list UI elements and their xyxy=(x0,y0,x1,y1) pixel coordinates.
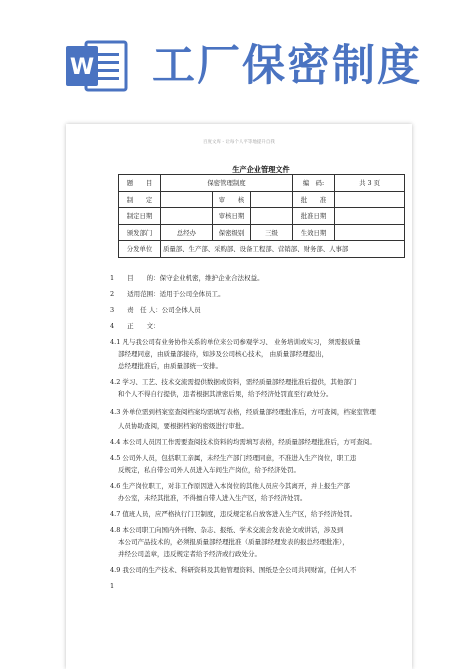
table-cell: 质量部、生产部、采购部、设备工程部、营销部、财务部、人事部 xyxy=(161,241,405,258)
body-line: 2 适用范围：适用于公司全体员工。 xyxy=(110,290,225,298)
header-note: 百度文库 - 让每个人平等地提升自我 xyxy=(203,140,275,145)
document-info-table xyxy=(118,174,405,258)
table-cell xyxy=(161,191,213,208)
table-row xyxy=(119,191,405,208)
form-title: 生产企业管理文件 xyxy=(232,165,290,174)
table-cell: 编 码: xyxy=(293,175,335,192)
banner xyxy=(0,0,474,112)
table-cell xyxy=(335,224,405,241)
body-line: 4.1 凡与我公司有业务协作关系的单位来公司参观学习、 业务培训或实习， 须需报质量 xyxy=(110,338,361,346)
body-line: 3 责 任 人：公司全体人员 xyxy=(110,306,201,314)
table-cell xyxy=(251,208,293,225)
body-line: 本公司产品技术的，必须报质量部经理批准（质量部经理发表的报总经理批准）， xyxy=(118,538,349,546)
word-document-icon xyxy=(66,40,128,92)
document-page xyxy=(66,124,412,669)
table-cell: 三级 xyxy=(251,224,293,241)
body-line: 人员协助查阅，要根据档案的密级进行审批。 xyxy=(118,422,248,430)
body-line: 部经理同意，由质量部接待，如涉及公司核心技术， 由质量部经理提出， xyxy=(118,350,329,358)
table-row xyxy=(119,175,405,192)
table-cell xyxy=(251,191,293,208)
table-row xyxy=(119,241,405,258)
table-cell: 保密管理制度 xyxy=(161,175,293,192)
body-line: 4.5 公司外人员，包括职工亲属，未经生产部门经理同意，不准进入生产岗位，职工违 xyxy=(110,454,357,462)
body-line: 总经理批准后，由质量部统一安排。 xyxy=(118,362,222,370)
body-line: 4.7 值班人员，应严格执行门卫制度，违反规定私自放客进入生产区，给予经济处罚。 xyxy=(110,510,357,518)
table-cell xyxy=(335,208,405,225)
table-cell: 批 准 xyxy=(293,191,335,208)
table-cell: 颁发部门 xyxy=(119,224,161,241)
page-title: 工厂保密制度 xyxy=(152,41,422,91)
table-cell xyxy=(161,208,213,225)
body-line: 并经公司盖章，违反规定者给予经济或行政处分。 xyxy=(118,550,261,558)
page-number: 1 xyxy=(110,582,115,590)
table-cell xyxy=(335,191,405,208)
body-line: 反规定，私自带公司外人员进入车间生产岗位，给予经济处罚。 xyxy=(118,466,300,474)
table-row xyxy=(119,208,405,225)
body-line: 办公室，未经其批准，不得擅自带人进入生产区，给予经济处罚。 xyxy=(118,494,307,502)
body-line: 1 目 的：保守企业机密，维护企业合法权益。 xyxy=(110,274,264,282)
body-line: 4.6 生产岗位职工，对非工作原因进入本岗位的其他人员应今其离开，并上报生产部 xyxy=(110,482,350,490)
table-cell: 审 核 xyxy=(213,191,251,208)
table-cell: 共 3 页 xyxy=(335,175,405,192)
table-cell: 审核日期 xyxy=(213,208,251,225)
body-line: 和个人不得自行提供，违者根据其泄密后果，给予经济处罚直至行政处分。 xyxy=(118,390,333,398)
table-cell: 题 目 xyxy=(119,175,161,192)
body-line: 4.9 我公司的生产技术、科研资料及其他管理资料、图纸是全公司共同财富，任何人不 xyxy=(110,566,357,574)
table-cell: 保密级别 xyxy=(213,224,251,241)
body-line: 4 正 文： xyxy=(110,322,160,330)
table-cell: 批准日期 xyxy=(293,208,335,225)
table-cell: 制 定 xyxy=(119,191,161,208)
body-line: 4.3 外单位需到档案室查阅档案均需填写表格，经质量部经理批准后，方可查阅，档案室管理 xyxy=(110,408,376,416)
table-row xyxy=(119,224,405,241)
body-line: 4.2 学习、工艺、技术交流需提供数据或资料，需经质量部经理批准后提供，其他部门 xyxy=(110,378,357,386)
table-cell: 分发单位 xyxy=(119,241,161,258)
table-cell: 总经办 xyxy=(161,224,213,241)
svg-text:W: W xyxy=(69,55,95,80)
body-line: 4.8 本公司职工向国内外刊物、杂志、报纸、学术交流会发表论文或讲话，涉及到 xyxy=(110,526,344,534)
body-line: 4.4 本公司人员因工作需要查阅技术资料的均需填写表格，经质量部经理批准后，方可查阅。 xyxy=(110,438,376,446)
table-cell: 制定日期 xyxy=(119,208,161,225)
table-cell: 生效日期 xyxy=(293,224,335,241)
